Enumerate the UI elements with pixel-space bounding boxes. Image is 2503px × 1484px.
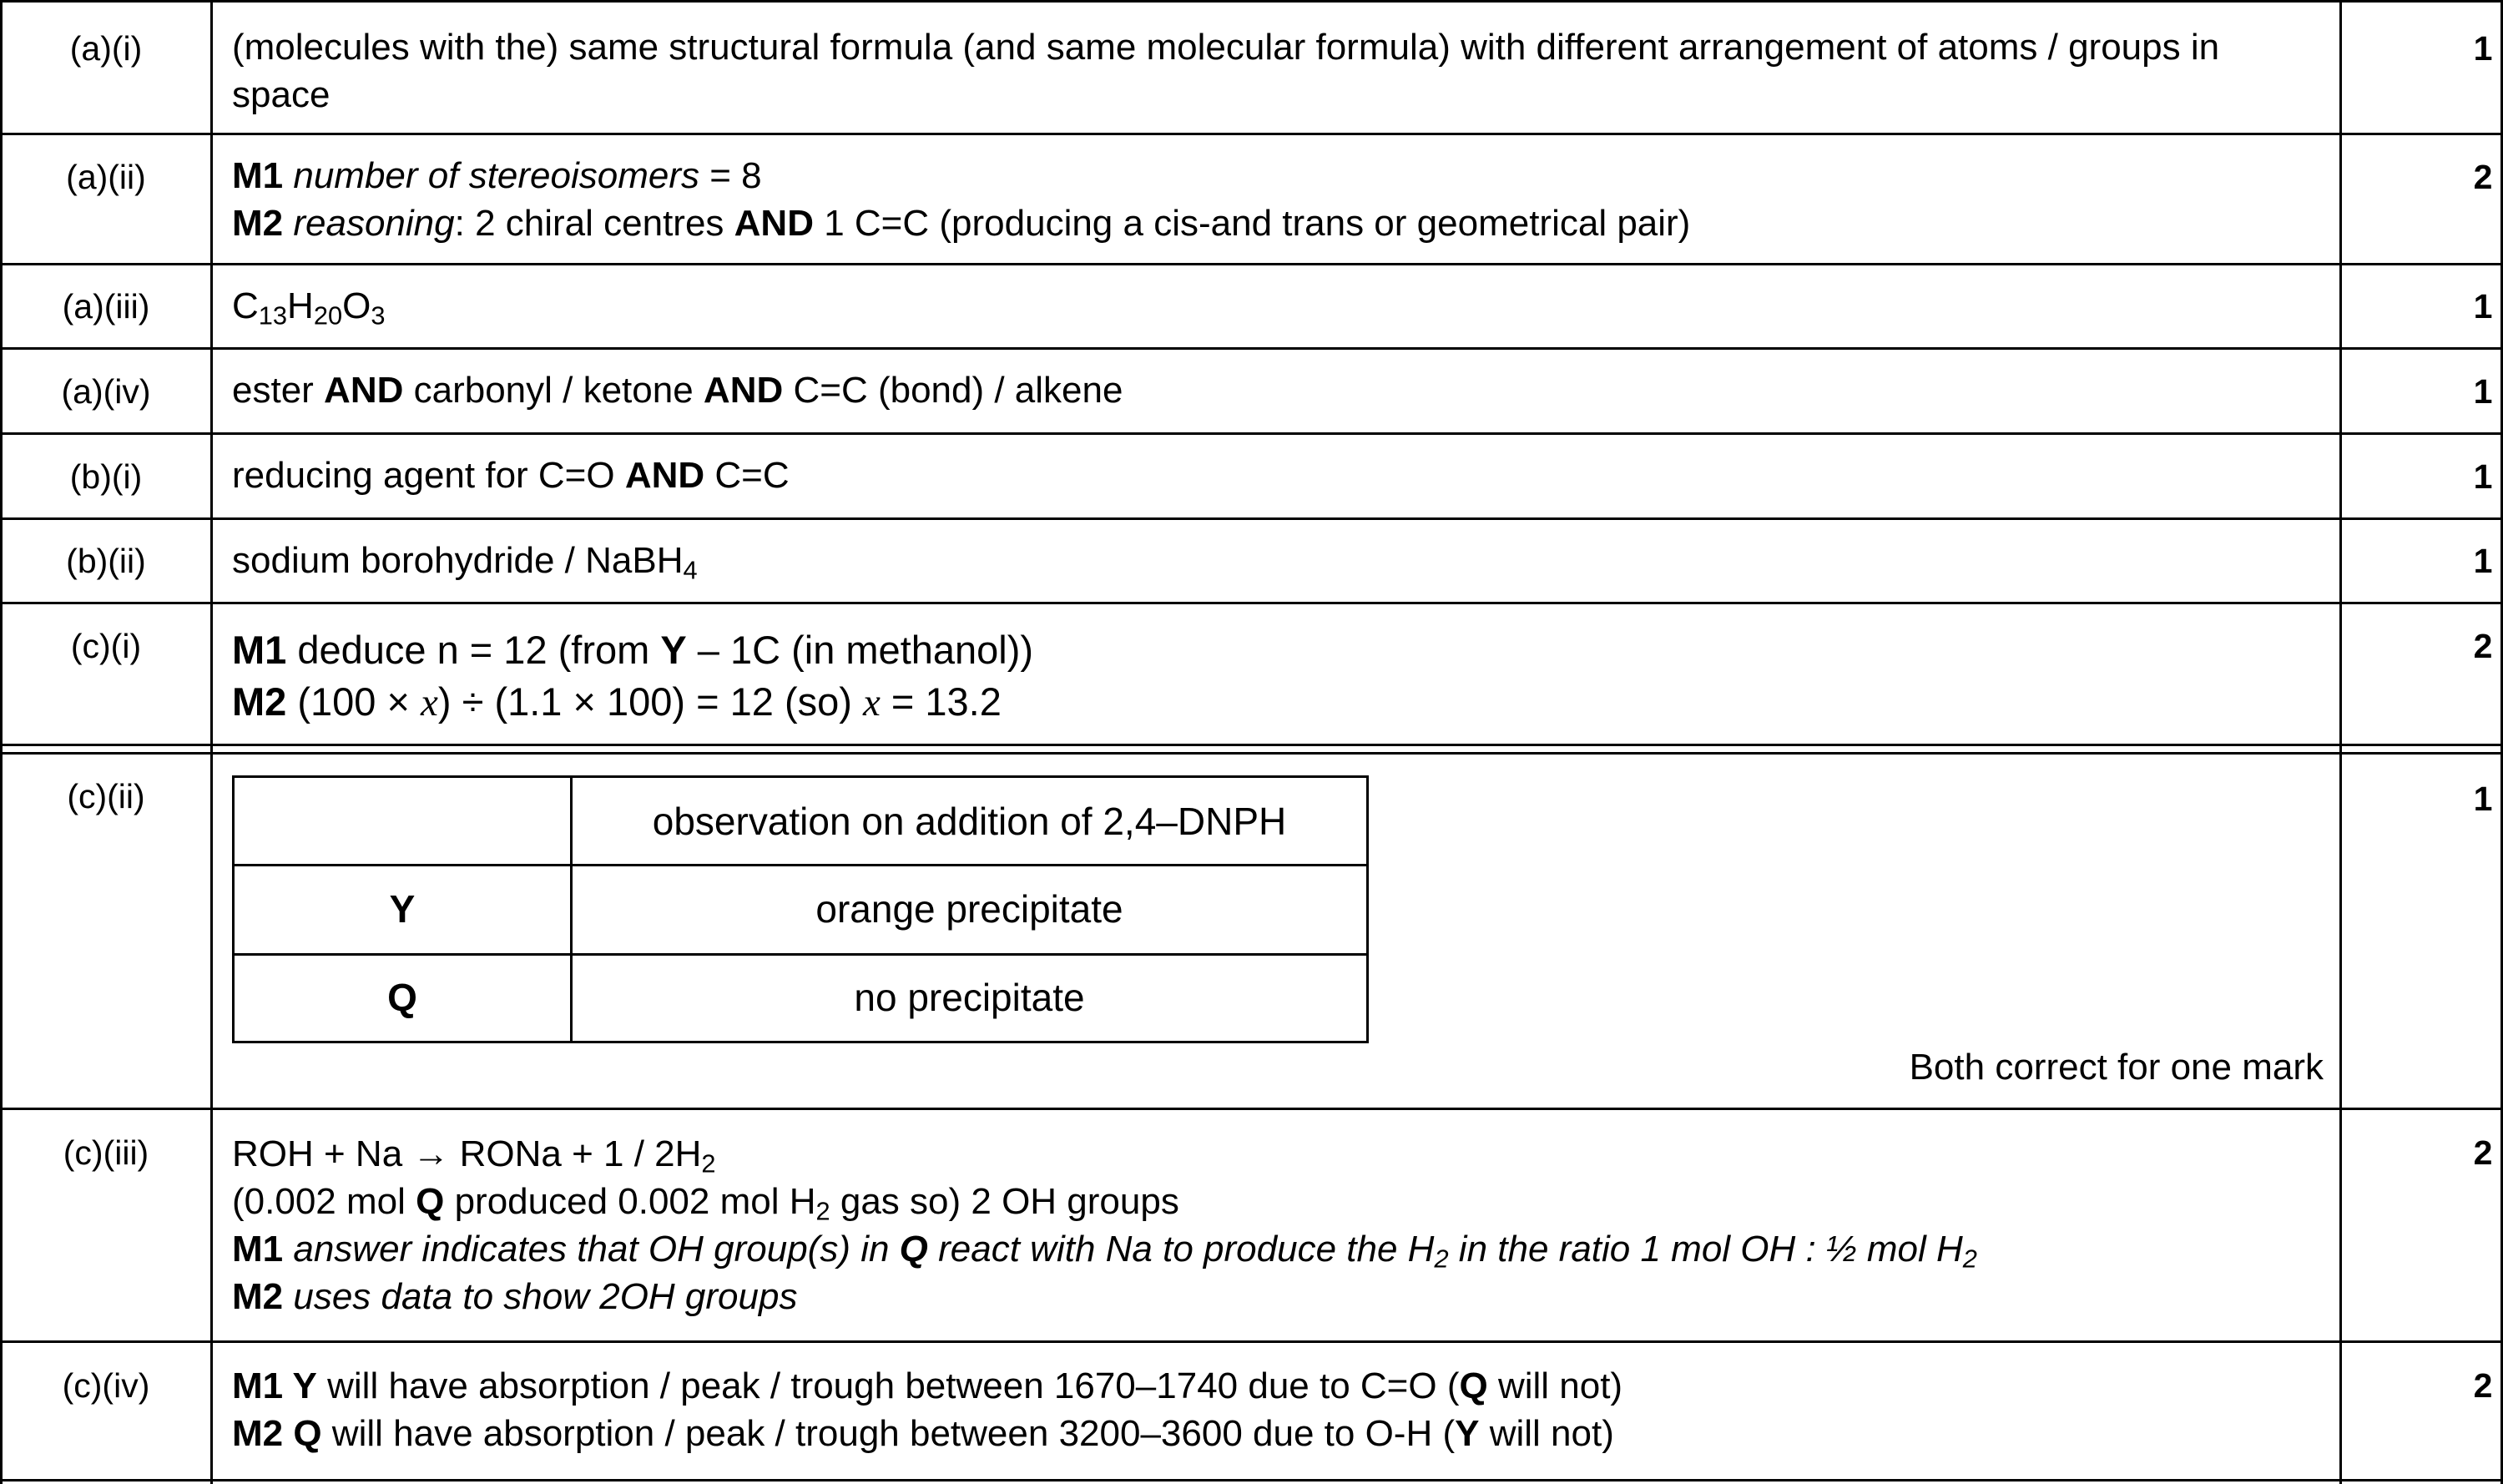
answer-italic: react with Na to produce the H xyxy=(927,1229,1435,1269)
table-cell: orange precipitate xyxy=(815,887,1123,931)
answer-text xyxy=(232,1362,2327,1457)
answer-line xyxy=(232,366,2327,414)
answer-fragment: = 13.2 xyxy=(880,679,1002,724)
question-ref: (a)(iii) xyxy=(62,287,150,326)
question-ref: (c)(i) xyxy=(70,627,142,665)
answer-fragment: produced 0.002 mol H xyxy=(444,1181,816,1222)
answer-line xyxy=(232,537,2327,584)
answer-italic: reasoning xyxy=(293,203,455,244)
and-keyword: AND xyxy=(324,370,404,411)
answer-fragment: deduce n = 12 (from xyxy=(286,628,661,672)
grid-line-row xyxy=(0,347,2503,350)
answer-fragment: ester xyxy=(232,370,325,411)
variable-x: x xyxy=(421,681,438,724)
answer-line xyxy=(232,1225,2327,1273)
mark-value: 1 xyxy=(2473,780,2493,818)
grid-line-ref-divider xyxy=(210,0,213,1484)
compound-label: Y xyxy=(283,1365,317,1406)
answer-text xyxy=(232,624,2327,729)
subscript: 2 xyxy=(1962,1244,1977,1274)
question-ref: (c)(iv) xyxy=(62,1366,150,1405)
answer-fragment: sodium borohydride / NaBH xyxy=(232,540,684,581)
answer-fragment: will not) xyxy=(1479,1413,1614,1454)
m1-label: M1 xyxy=(232,155,284,196)
mark-value: 2 xyxy=(2473,1133,2493,1172)
and-keyword: AND xyxy=(734,203,814,244)
element-symbol: O xyxy=(342,285,371,326)
subscript: 2 xyxy=(1434,1244,1449,1274)
answer-line xyxy=(232,199,2327,247)
marking-note: Both correct for one mark xyxy=(1909,1047,2324,1088)
answer-fragment: ) ÷ (1.1 × 100) = 12 (so) xyxy=(437,679,863,724)
and-keyword: AND xyxy=(624,455,705,496)
answer-fragment: C=C xyxy=(704,455,790,496)
mark-value: 1 xyxy=(2473,372,2493,411)
answer-italic: answer indicates that OH group(s) in xyxy=(283,1229,900,1269)
grid-line-section-break xyxy=(0,752,2503,755)
answer-line xyxy=(232,1410,2327,1457)
grid-line-row xyxy=(0,1108,2503,1110)
answer-fragment: : 2 chiral centres xyxy=(454,203,734,244)
answer-line: (molecules with the) same structural formula (and same molecular formula) with different arrangement of atoms / groups in xyxy=(232,27,2220,68)
answer-text xyxy=(232,282,2327,330)
grid-line-section-break xyxy=(0,744,2503,746)
answer-fragment: (0.002 mol xyxy=(232,1181,416,1222)
m1-label: M1 xyxy=(232,1229,284,1269)
mark-value: 2 xyxy=(2473,158,2493,196)
m2-label: M2 xyxy=(232,1276,284,1317)
answer-fragment: will have absorption / peak / trough between 3200–3600 due to O-H ( xyxy=(321,1413,1456,1454)
question-ref: (c)(ii) xyxy=(67,777,145,815)
m2-label: M2 xyxy=(232,679,287,724)
answer-fragment: will have absorption / peak / trough between 1670–1740 due to C=O ( xyxy=(316,1365,1460,1406)
table-row-label: Q xyxy=(387,976,417,1019)
answer-italic: in the ratio 1 mol OH : ½ mol H xyxy=(1448,1229,1963,1269)
compound-label: Q xyxy=(283,1413,322,1454)
grid-line-mark-divider xyxy=(2339,0,2342,1484)
subscript: 4 xyxy=(683,555,698,585)
grid-line-row xyxy=(0,263,2503,265)
table-row-label: Y xyxy=(389,887,416,931)
answer-line xyxy=(232,1362,2327,1410)
answer-fragment: reducing agent for C=O xyxy=(232,455,625,496)
answer-text xyxy=(232,23,2327,119)
mark-value: 2 xyxy=(2473,627,2493,665)
answer-italic: number of stereoisomers xyxy=(293,155,700,196)
element-symbol: H xyxy=(287,285,314,326)
grid-line-top xyxy=(0,0,2503,3)
question-ref: (c)(iii) xyxy=(63,1133,149,1172)
answer-line xyxy=(232,624,2327,676)
question-ref: (a)(i) xyxy=(69,29,143,68)
answer-text xyxy=(232,452,2327,499)
answer-fragment: = 8 xyxy=(699,155,762,196)
grid-line-row xyxy=(0,602,2503,604)
and-keyword: AND xyxy=(703,370,784,411)
m2-label: M2 xyxy=(232,203,284,244)
answer-line xyxy=(232,1273,2327,1320)
question-ref: (a)(iv) xyxy=(61,372,151,411)
compound-label: Q xyxy=(416,1181,445,1222)
answer-italic: uses data to show 2OH groups xyxy=(283,1276,798,1317)
question-ref: (a)(ii) xyxy=(66,158,146,196)
answer-line xyxy=(232,1178,2327,1225)
table-divider xyxy=(235,864,1366,866)
m2-label: M2 xyxy=(232,1413,284,1454)
subscript: 2 xyxy=(701,1148,716,1179)
answer-text xyxy=(232,1130,2327,1320)
subscript: 2 xyxy=(815,1196,830,1226)
answer-fragment: (100 × xyxy=(286,679,421,724)
answer-text xyxy=(232,152,2327,247)
answer-text xyxy=(232,366,2327,414)
answer-line xyxy=(232,452,2327,499)
m1-label: M1 xyxy=(232,1365,284,1406)
observation-table xyxy=(232,775,1369,1043)
m1-label: M1 xyxy=(232,628,287,672)
answer-fragment: 1 C=C (producing a cis-and trans or geometrical pair) xyxy=(813,203,1691,244)
answer-fragment: C=C (bond) / alkene xyxy=(783,370,1123,411)
grid-line-row xyxy=(0,133,2503,135)
compound-label: Y xyxy=(1455,1413,1480,1454)
answer-fragment: carbonyl / ketone xyxy=(403,370,704,411)
grid-line-row xyxy=(0,1340,2503,1343)
question-ref: (b)(ii) xyxy=(66,542,146,580)
subscript: 3 xyxy=(371,300,386,331)
mark-value: 1 xyxy=(2473,542,2493,580)
answer-line: space xyxy=(232,74,331,115)
grid-line-row xyxy=(0,517,2503,520)
compound-label: Q xyxy=(899,1229,928,1269)
answer-line xyxy=(232,1130,2327,1178)
answer-line xyxy=(232,676,2327,729)
answer-fragment: gas so) 2 OH groups xyxy=(830,1181,1179,1222)
question-ref: (b)(i) xyxy=(69,457,143,496)
answer-fragment: will not) xyxy=(1487,1365,1623,1406)
compound-label: Q xyxy=(1459,1365,1488,1406)
element-symbol: C xyxy=(232,285,259,326)
grid-line-row xyxy=(0,432,2503,435)
grid-line-left xyxy=(0,0,3,1484)
mark-value: 2 xyxy=(2473,1366,2493,1405)
reaction-equation: ROH + Na → RONa + 1 / 2H xyxy=(232,1133,702,1174)
answer-line xyxy=(232,152,2327,199)
table-header: observation on addition of 2,4–DNPH xyxy=(652,800,1287,843)
compound-label: Y xyxy=(660,628,687,672)
grid-line-bottom xyxy=(0,1479,2503,1481)
molecular-formula xyxy=(232,282,2327,330)
table-cell: no precipitate xyxy=(854,976,1085,1019)
subscript: 13 xyxy=(258,300,288,331)
variable-x: x xyxy=(862,681,881,724)
subscript: 20 xyxy=(313,300,343,331)
table-divider xyxy=(235,953,1366,956)
mark-value: 1 xyxy=(2473,287,2493,326)
answer-fragment: – 1C (in methanol)) xyxy=(686,628,1034,672)
answer-text xyxy=(232,537,2327,584)
mark-value: 1 xyxy=(2473,457,2493,496)
mark-value: 1 xyxy=(2473,29,2493,68)
